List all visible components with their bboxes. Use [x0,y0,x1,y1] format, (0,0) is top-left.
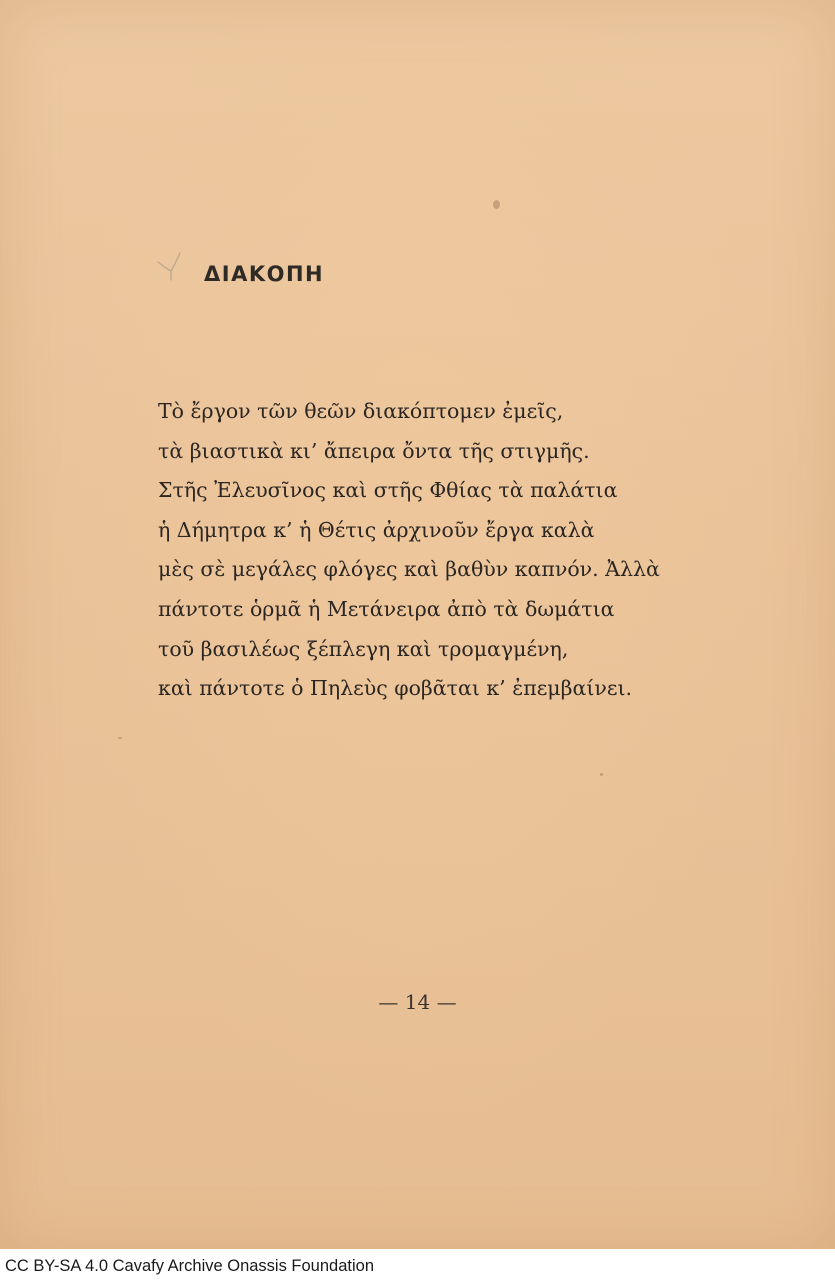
poem-line: τοῦ βασιλέως ξέπλεγη καὶ τρομαγμένη, [158,636,569,661]
license-credit: CC BY-SA 4.0 Cavafy Archive Onassis Foundation [5,1257,374,1275]
poem-line: Τὸ ἔργον τῶν θεῶν διακόπτομεν ἐμεῖς, [158,399,564,423]
pencil-tick-mark-icon [154,250,188,282]
poem-line: μὲς σὲ μεγάλες φλόγες καὶ βαθὺν καπνόν. Ἀλλὰ [158,557,660,582]
poem-line: καὶ πάντοτε ὁ Πηλεὺς φοβᾶται κ’ ἐπεμβαίνει. [158,676,633,701]
poem-body [158,392,718,709]
paper-speck [600,773,603,776]
poem-line: Στῆς Ἐλευσῖνος καὶ στῆς Φθίας τὰ παλάτια [158,478,618,503]
paper-speck [493,200,500,209]
poem-title: ΔΙΑΚΟΠΗ [204,262,325,286]
poem-line: ἡ Δήμητρα κ’ ἡ Θέτις ἀρχινοῦν ἔργα καλὰ [158,517,595,542]
poem-line: τὰ βιαστικὰ κι’ ἄπειρα ὄντα τῆς στιγμῆς. [158,438,590,463]
poem-line: πάντοτε ὁρμᾶ ἡ Μετάνειρα ἀπὸ τὰ δωμάτια [158,596,615,621]
page-number: — 14 — [378,990,457,1014]
paper-speck [118,737,122,739]
